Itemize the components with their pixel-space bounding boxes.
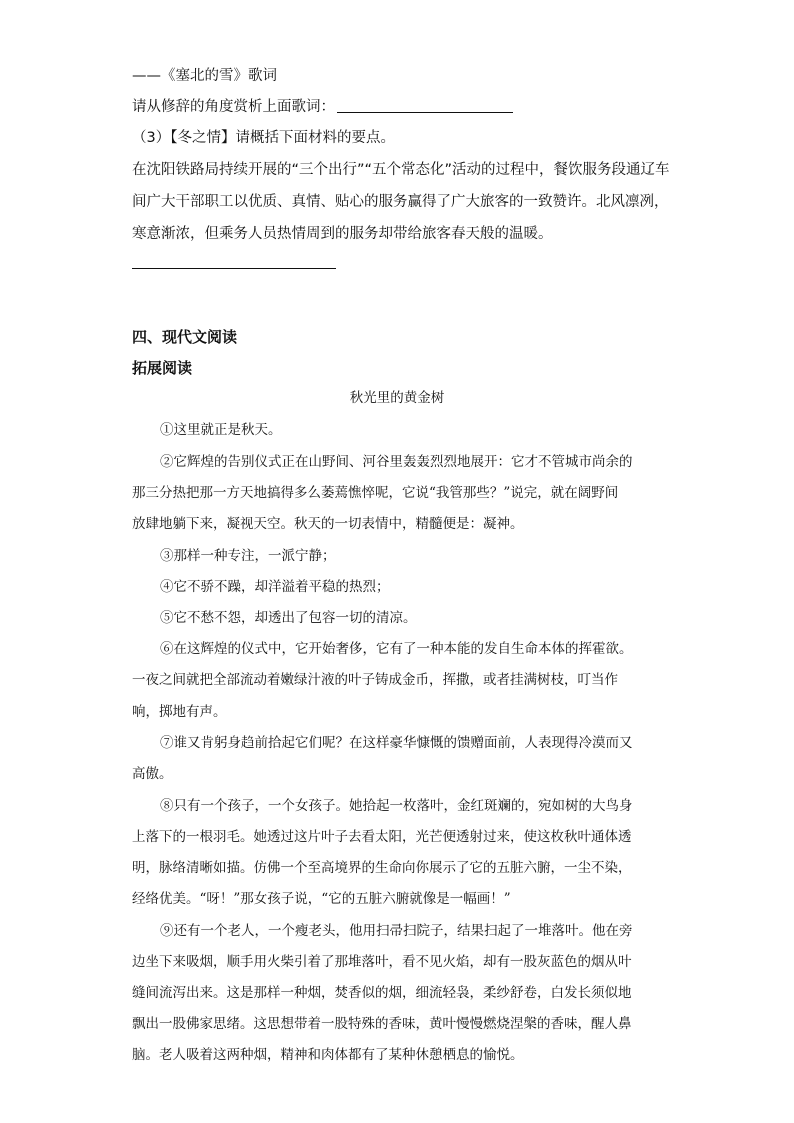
article-line: ④它不骄不躁，却洋溢着平稳的热烈； xyxy=(160,579,390,595)
section-heading: 四、现代文阅读 xyxy=(132,328,238,346)
material-line-2: 间广大干部职工以优质、真情、贴心的服务赢得了广大旅客的一致赞许。北风凛冽， xyxy=(132,194,669,210)
article-line: 那三分热把那一方天地搞得多么萎蔫憔悴呢，它说“我管那些？”说完，就在阔野间 xyxy=(132,485,619,501)
article-line: ⑤它不愁不怨，却透出了包容一切的清凉。 xyxy=(160,610,417,626)
answer-blank[interactable] xyxy=(337,98,513,113)
article-line: 边坐下来吸烟，顺手用火柴引着了那堆落叶，看不见火焰，却有一股灰蓝色的烟从叶 xyxy=(132,954,632,970)
article-line: ⑧只有一个孩子，一个女孩子。她拾起一枚落叶，金红斑斓的，宛如树的大鸟身 xyxy=(160,798,633,814)
article-line: ①这里就正是秋天。 xyxy=(160,422,282,438)
question-3: （3）【冬之情】请概括下面材料的要点。 xyxy=(132,130,395,146)
article-title: 秋光里的黄金树 xyxy=(349,390,445,406)
article-line: 经络优美。“呀！”那女孩子说，“它的五脏六腑就像是一幅画！” xyxy=(132,891,511,907)
article-line: 放肆地躺下来，凝视天空。秋天的一切表情中，精髓便是：凝神。 xyxy=(132,516,524,532)
article-line: 上落下的一根羽毛。她透过这片叶子去看太阳，光芒便透射过来，使这枚秋叶通体透 xyxy=(132,829,632,845)
article-line: ⑨还有一个老人，一个瘦老头，他用扫帚扫院子，结果扫起了一堆落叶。他在旁 xyxy=(160,923,633,939)
article-line: ⑥在这辉煌的仪式中，它开始奢侈，它有了一种本能的发自生命本体的挥霍欲。 xyxy=(160,641,633,657)
section-subheading: 拓展阅读 xyxy=(132,359,193,377)
article-line: ③那样一种专注，一派宁静； xyxy=(160,548,336,564)
article-line: ⑦谁又肯躬身趋前拾起它们呢？在这样豪华慷慨的馈赠面前，人表现得冷漠而又 xyxy=(160,735,633,751)
material-line-3: 寒意渐浓，但乘务人员热情周到的服务却带给旅客春天般的温暖。 xyxy=(132,226,553,242)
lyrics-source: ——《塞北的雪》歌词 xyxy=(132,68,277,84)
article-line: 高傲。 xyxy=(132,766,173,782)
question-text: 请从修辞的角度赏析上面歌词： xyxy=(132,99,335,115)
material-line-1: 在沈阳铁路局持续开展的“三个出行”“五个常态化”活动的过程中，餐饮服务段通辽车 xyxy=(132,162,670,178)
article-line: 明，脉络清晰如描。仿佛一个至高境界的生命向你展示了它的五脏六腑，一尘不染， xyxy=(132,860,632,876)
article-line: 飘出一股佛家思绪。这思想带着一股特殊的香味，黄叶慢慢燃烧涅槃的香味，醒人鼻 xyxy=(132,1016,632,1032)
answer-line[interactable] xyxy=(132,268,336,269)
article-line: 一夜之间就把全部流动着嫩绿汁液的叶子铸成金币，挥撒，或者挂满树枝，叮当作 xyxy=(132,672,618,688)
article-line: 响，掷地有声。 xyxy=(132,704,227,720)
question-rhetoric xyxy=(132,97,513,117)
article-line: 脑。老人吸着这两种烟，精神和肉体都有了某种休憩栖息的愉悦。 xyxy=(132,1047,524,1063)
article-line: 缝间流泻出来。这是那样一种烟，焚香似的烟，细流轻袅，柔纱舒卷，白发长须似地 xyxy=(132,985,632,1001)
article-line: ②它辉煌的告别仪式正在山野间、河谷里轰轰烈烈地展开：它才不管城市尚余的 xyxy=(160,454,633,470)
